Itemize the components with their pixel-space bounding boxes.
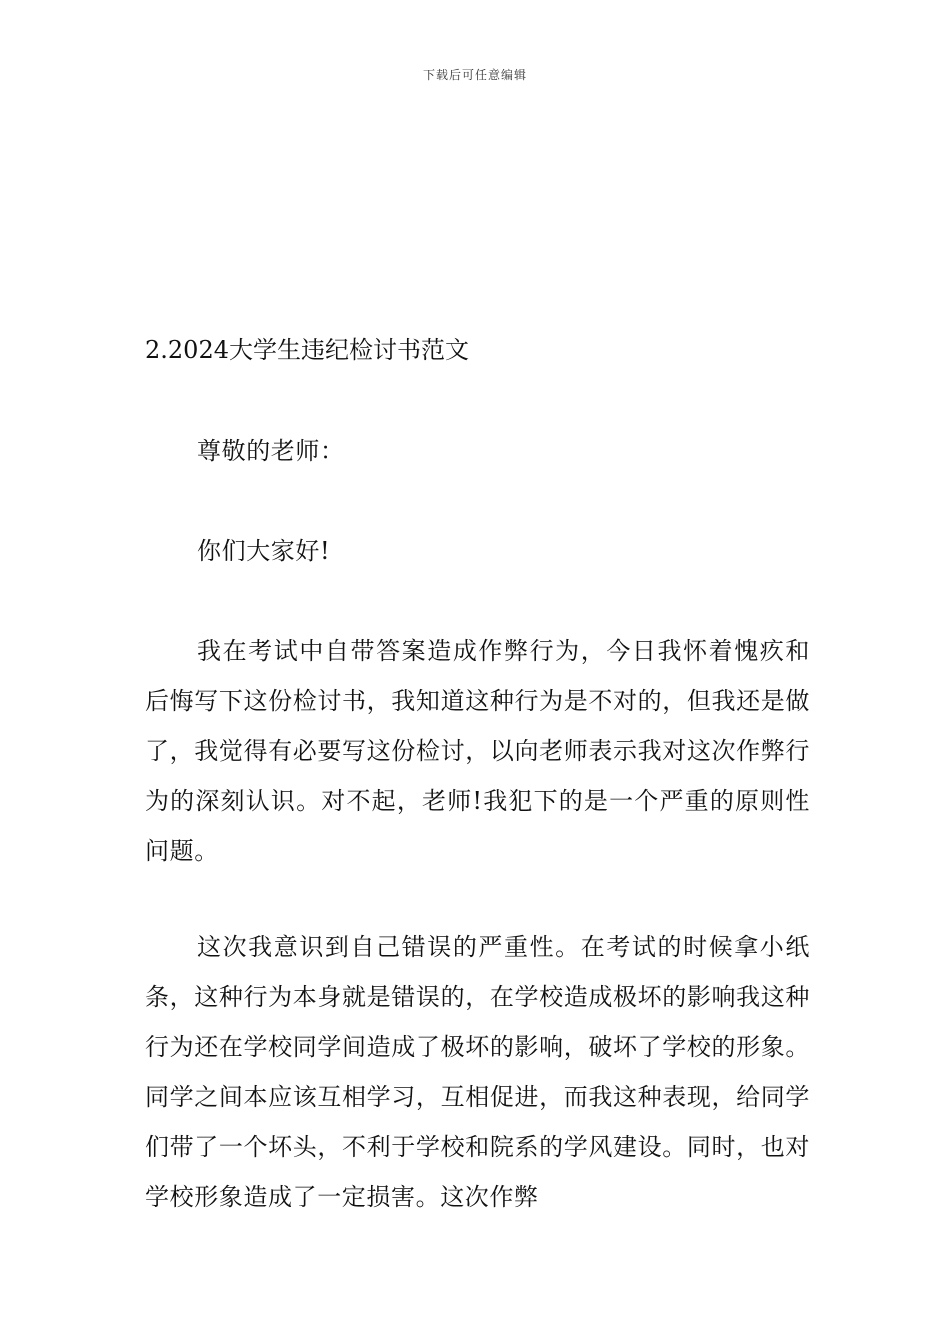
paragraph-1: 我在考试中自带答案造成作弊行为，今日我怀着愧疚和后悔写下这份检讨书，我知道这种行为是不对的，但我还是做了，我觉得有必要写这份检讨，以向老师表示我对这次作弊行为的深刻认识。对不起，老师!我犯下的是一个严重的原则性问题。: [145, 637, 810, 865]
header-note: 下载后可任意编辑: [422, 68, 527, 82]
greeting: 你们大家好!: [197, 537, 331, 565]
document-title: 2.2024大学生违纪检讨书范文: [145, 336, 469, 364]
paragraph-2: 这次我意识到自己错误的严重性。在考试的时候拿小纸条，这种行为本身就是错误的，在学校造成极坏的影响我这种行为还在学校同学间造成了极坏的影响，破坏了学校的形象。同学之间本应该互相学习，互相促进，而我这种表现，给同学们带了一个坏头，不利于学校和院系的学风建设。同时，也对学校形象造成了一定损害。这次作弊: [145, 933, 810, 1211]
salutation: 尊敬的老师：: [197, 437, 345, 465]
document-body: [145, 330, 810, 1268]
